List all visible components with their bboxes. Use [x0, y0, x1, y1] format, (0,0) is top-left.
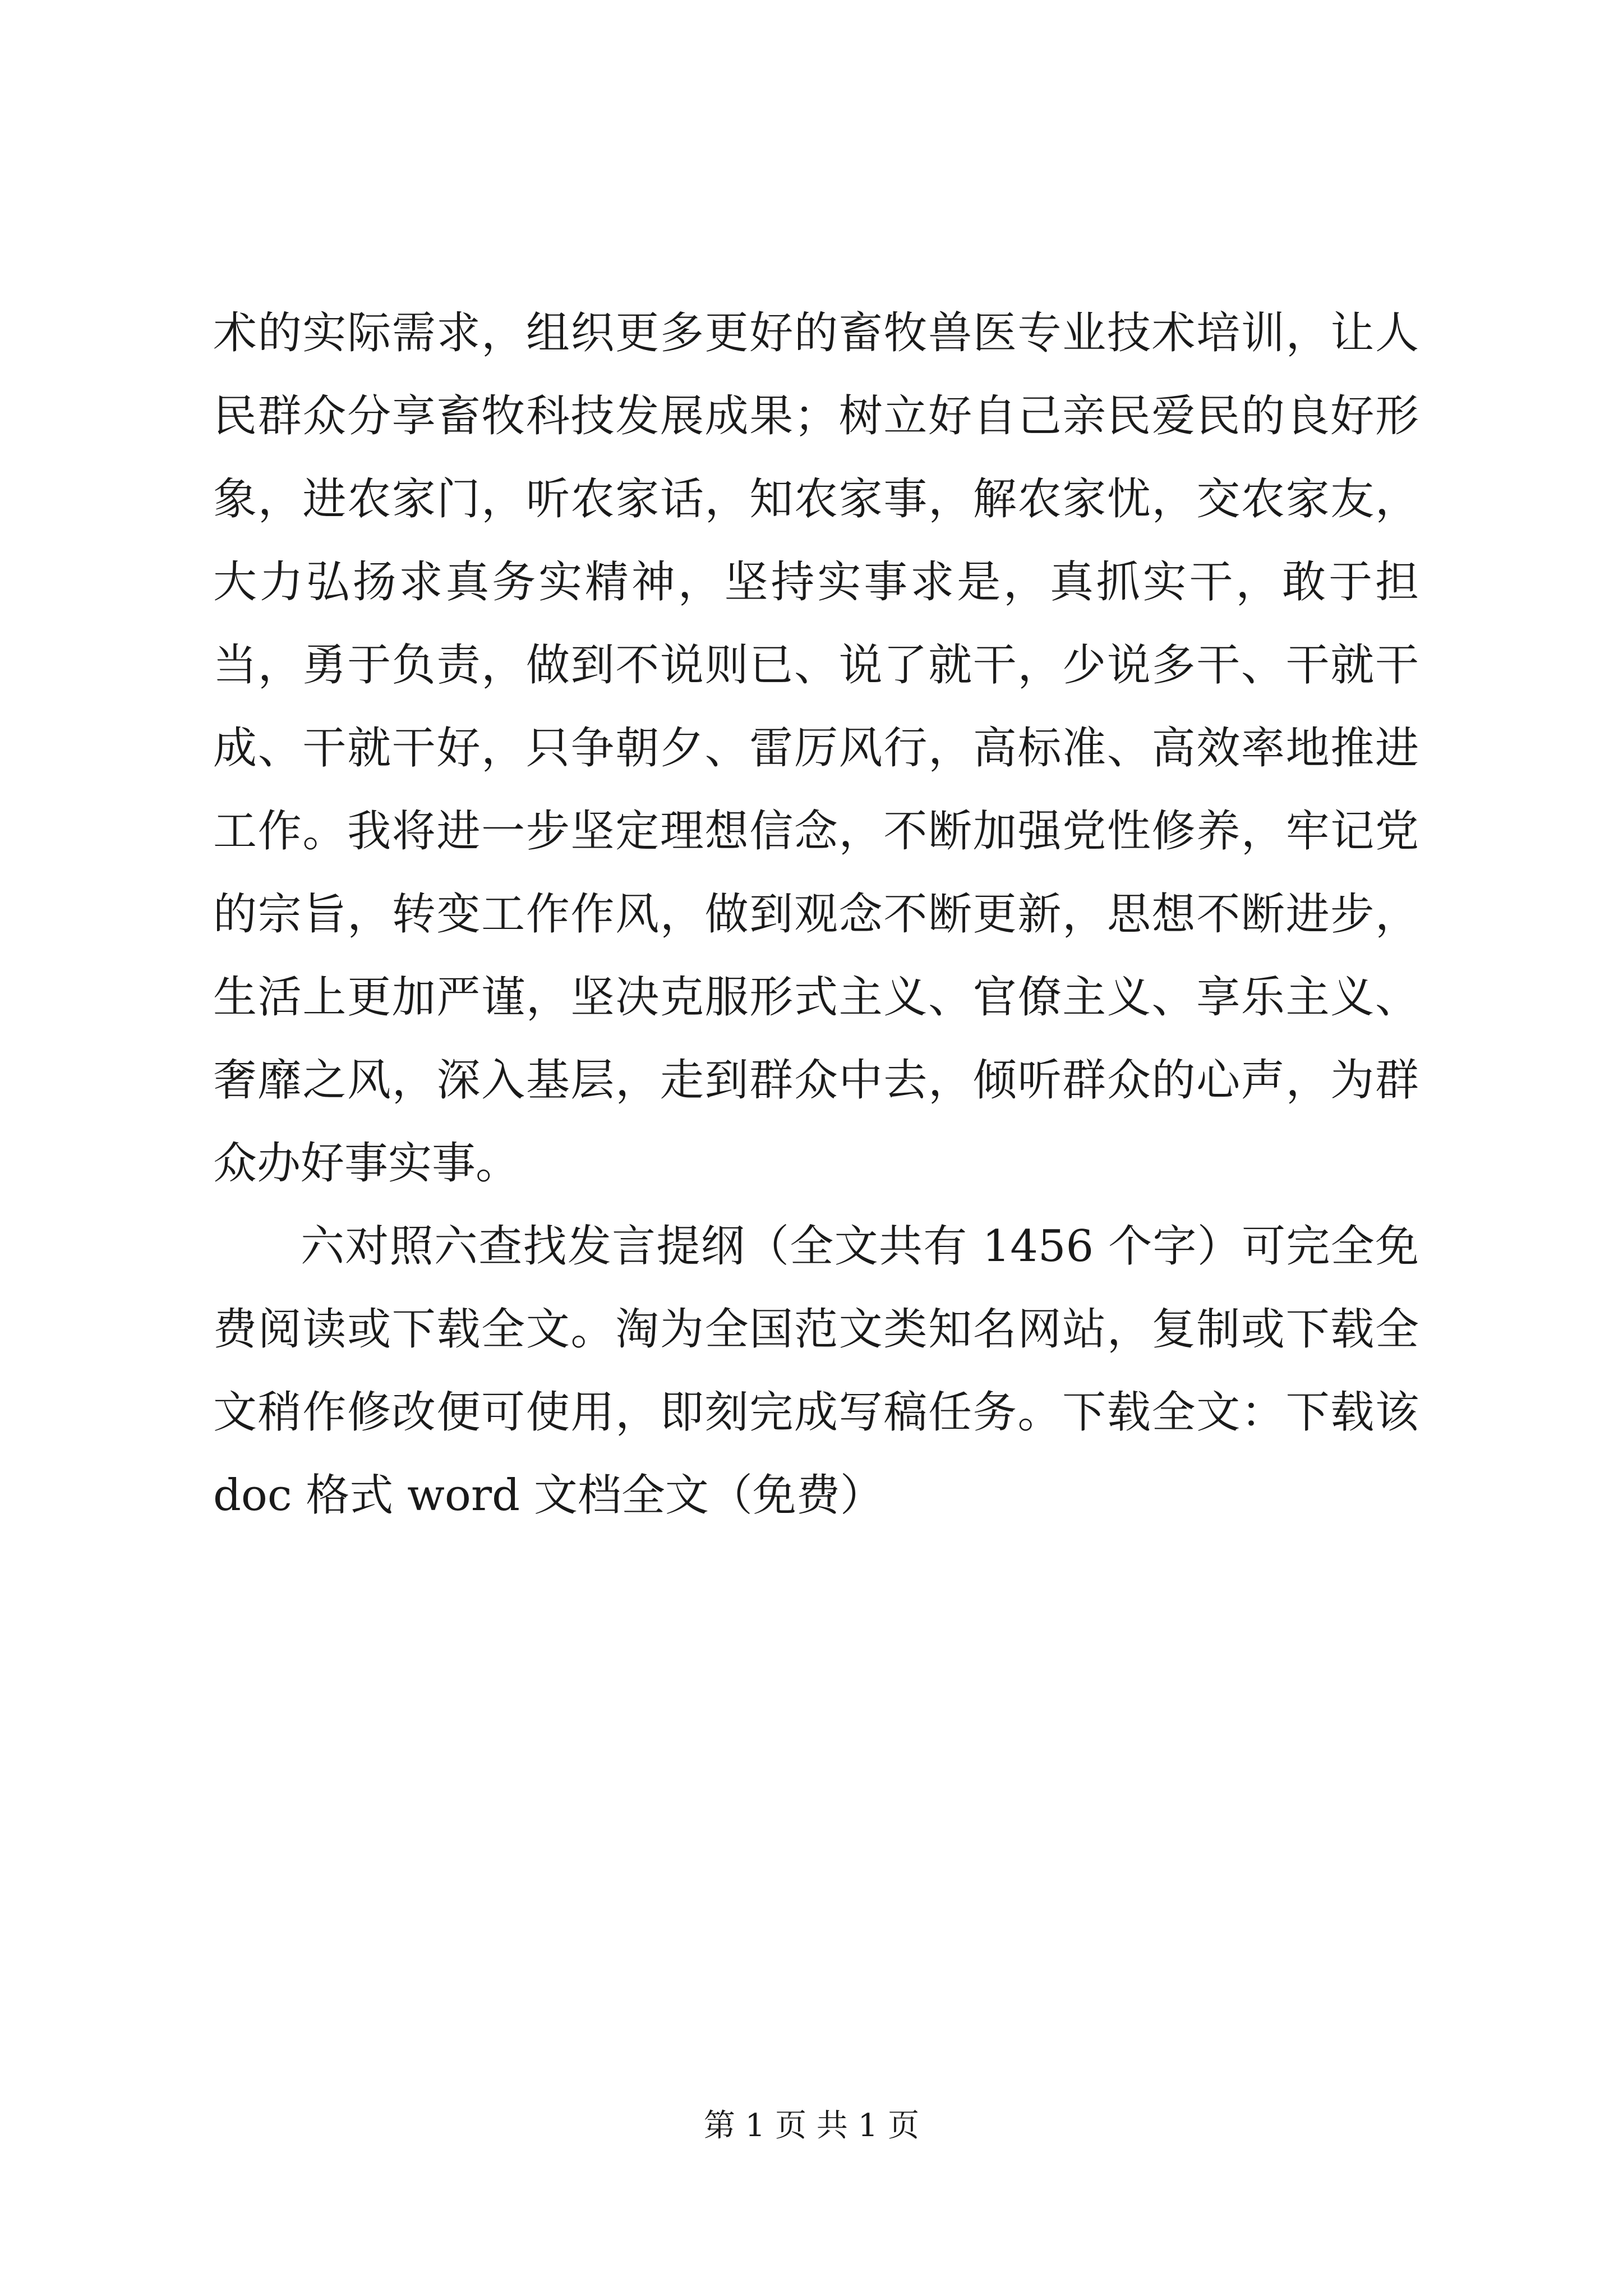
download-notice-paragraph: 六对照六查找发言提纲（全文共有 1456 个字）可完全免费阅读或下载全文。淘为全国范文类知名网站，复制或下载全文稍作修改便可使用，即刻完成写稿任务。下载全文：下载该 doc 格式 word 文档全文（免费）	[213, 1221, 1419, 1521]
page-number-footer: 第 1 页 共 1 页	[703, 2108, 920, 2144]
document-body	[213, 292, 1419, 1537]
body-paragraph: 术的实际需求，组织更多更好的畜牧兽医专业技术培训，让人民群众分享畜牧科技发展成果；树立好自己亲民爱民的良好形象，进农家门，听农家话，知农家事，解农家忧，交农家友，大力弘扬求真务实精神，坚持实事求是，真抓实干，敢于担当，勇于负责，做到不说则已、说了就干，少说多干、干就干成、干就干好，只争朝夕、雷厉风行，高标准、高效率地推进工作。我将进一步坚定理想信念，不断加强党性修养，牢记党的宗旨，转变工作作风，做到观念不断更新，思想不断进步，生活上更加严谨，坚决克服形式主义、官僚主义、享乐主义、奢靡之风，深入基层，走到群众中去，倾听群众的心声，为群众办好事实事。	[213, 308, 1419, 1189]
